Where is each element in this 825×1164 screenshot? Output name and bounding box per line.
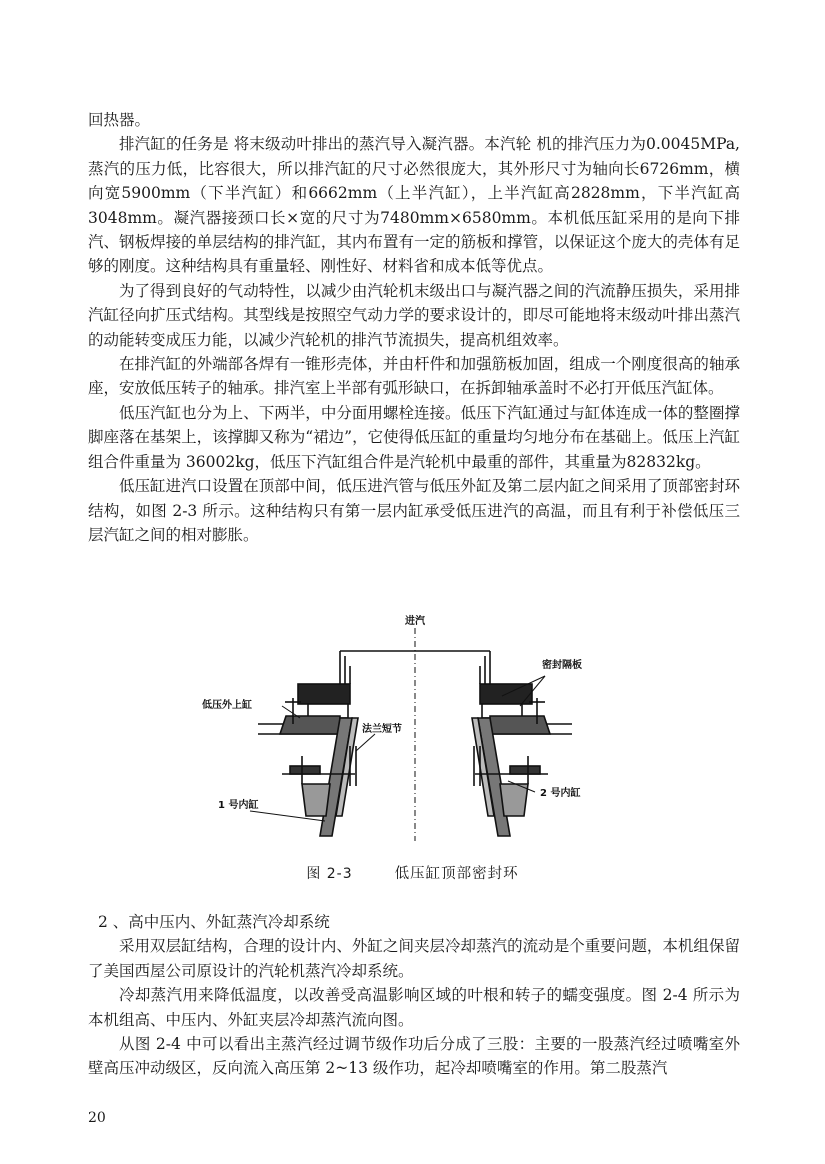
paragraph: 采用双层缸结构，合理的设计内、外缸之间夹层冷却蒸汽的流动是个重要问题，本机组保留了美国西屋公司原设计的汽轮机蒸汽冷却系统。 bbox=[88, 937, 740, 980]
paragraph: 低压汽缸也分为上、下两半，中分面用螺栓连接。低压下汽缸通过与缸体连成一体的整圈撑脚座落在基架上，该撑脚又称为“裙边”，它使得低压缸的重量均匀地分布在基础上。低压上汽缸组合件重量为 36002kg，低压下汽缸组合件是汽轮机中最重的部件，其重量为82832kg。 bbox=[88, 403, 740, 471]
label-seal-plate: 密封隔板 bbox=[542, 660, 582, 671]
section-heading: 2 、高中压内、外缸蒸汽冷却系统 bbox=[98, 913, 330, 931]
body-text-top bbox=[88, 108, 740, 547]
paragraph: 为了得到良好的气动特性，以减少由汽轮机末级出口与凝汽器之间的汽流静压损失，采用排汽缸径向扩压式结构。其型线是按照空气动力学的要求设计的，即尽可能地将末级动叶排出蒸汽的动能转变成压力能，以减少汽轮机的排汽节流损失，提高机组效率。 bbox=[88, 281, 740, 349]
page-number: 20 bbox=[88, 1110, 106, 1126]
seal-ring-diagram bbox=[190, 606, 640, 846]
label-flange-joint: 法兰短节 bbox=[362, 724, 402, 735]
label-inner-cylinder-1: 1 号内缸 bbox=[218, 800, 259, 811]
figure-caption bbox=[0, 862, 825, 883]
label-inlet: 进汽 bbox=[405, 616, 425, 627]
label-lp-outer-upper: 低压外上缸 bbox=[202, 700, 252, 711]
figure-title: 低压缸顶部密封环 bbox=[394, 866, 519, 882]
paragraph: 回热器。 bbox=[88, 111, 151, 129]
label-inner-cylinder-2: 2 号内缸 bbox=[540, 788, 581, 799]
paragraph: 低压缸进汽口设置在顶部中间，低压进汽管与低压外缸及第二层内缸之间采用了顶部密封环结构，如图 2-3 所示。这种结构只有第一层内缸承受低压进汽的高温，而且有利于补偿低压三层汽缸之间的相对膨胀。 bbox=[88, 477, 740, 544]
body-text-bottom bbox=[88, 910, 740, 1081]
figure-number: 图 2-3 bbox=[306, 866, 353, 882]
paragraph: 冷却蒸汽用来降低温度，以改善受高温影响区域的叶根和转子的蠕变强度。图 2-4 所示为本机组高、中压内、外缸夹层冷却蒸汽流向图。 bbox=[88, 986, 740, 1029]
paragraph: 在排汽缸的外端部各焊有一锥形壳体，并由杆件和加强筋板加固，组成一个刚度很高的轴承座，安放低压转子的轴承。排汽室上半部有弧形缺口，在拆卸轴承盖时不必打开低压汽缸体。 bbox=[88, 355, 740, 398]
paragraph: 排汽缸的任务是 将末级动叶排出的蒸汽导入凝汽器。本汽轮 机的排汽压力为0.0045MPa,蒸汽的压力低，比容很大，所以排汽缸的尺寸必然很庞大，其外形尺寸为轴向长6726mm，横向宽5900mm（下半汽缸）和6662mm（上半汽缸），上半汽缸高2828mm，下半汽缸高3048mm。凝汽器接颈口长×宽的尺寸为7480mm×6580mm。本机低压缸采用的是向下排汽、钢板焊接的单层结构的排汽缸，其内布置有一定的筋板和撑管，以保证这个庞大的壳体有足够的刚度。这种结构具有重量轻、刚性好、材料省和成本低等优点。 bbox=[88, 135, 740, 276]
paragraph: 从图 2-4 中可以看出主蒸汽经过调节级作功后分成了三股：主要的一股蒸汽经过喷嘴室外壁高压冲动级区，反向流入高压第 2~13 级作功，起冷却喷嘴室的作用。第二股蒸汽 bbox=[88, 1035, 740, 1078]
